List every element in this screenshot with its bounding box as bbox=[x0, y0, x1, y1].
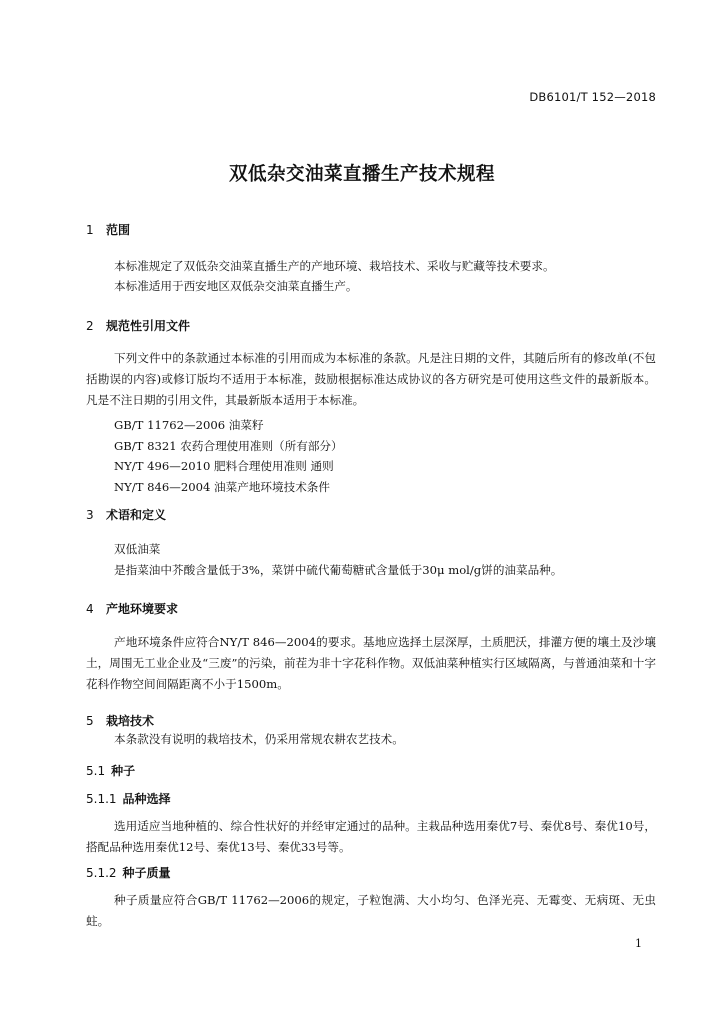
document-title: 双低杂交油菜直播生产技术规程 bbox=[228, 164, 495, 185]
seed-quality-paragraph: 种子质量应符合GB/T 11762—2006的规定，子粒饱满、大小均匀、色泽光亮、无霉变、无病斑、无虫蛀。 bbox=[86, 893, 656, 928]
section-number: 2 bbox=[86, 319, 94, 333]
section-number: 1 bbox=[86, 223, 94, 237]
page-number: 1 bbox=[635, 937, 642, 950]
variety-selection-paragraph: 选用适应当地种植的、综合性状好的并经审定通过的品种。主栽品种选用秦优7号、秦优8号、秦优10号，搭配品种选用秦优12号、秦优13号、秦优33号等。 bbox=[86, 819, 656, 854]
section-4-heading bbox=[86, 600, 178, 617]
section-title: 品种选择 bbox=[122, 792, 171, 806]
section-number: 5.1.2 bbox=[86, 866, 117, 880]
section-2-heading bbox=[86, 317, 190, 334]
section-title: 产地环境要求 bbox=[106, 602, 179, 616]
reference-item: NY/T 846—2004 油菜产地环境技术条件 bbox=[114, 480, 330, 494]
environment-paragraph: 产地环境条件应符合NY/T 846—2004的要求。基地应选择土层深厚，土质肥沃，排灌方便的壤土及沙壤土，周围无工业企业及“三废”的污染，前茬为非十字花科作物。双低油菜种植实行区域隔离，与普通油菜和十字花科作物空间间隔距离不小于1500m。 bbox=[86, 635, 656, 691]
reference-item: GB/T 11762—2006 油菜籽 bbox=[114, 418, 264, 432]
section-5-1-2-heading bbox=[86, 864, 171, 881]
section-3-heading bbox=[86, 506, 166, 523]
section-number: 4 bbox=[86, 602, 94, 616]
normative-references-paragraph: 下列文件中的条款通过本标准的引用而成为本标准的条款。凡是注日期的文件，其随后所有的修改单(不包括勘误的内容)或修订版均不适用于本标准，鼓励根据标准达成协议的各方研究是可使用这些文件的最新版本。凡是不注日期的引用文件，其最新版本适用于本标准。 bbox=[86, 351, 656, 407]
section-number: 3 bbox=[86, 508, 94, 522]
section-title: 种子质量 bbox=[122, 866, 171, 880]
section-1-heading bbox=[86, 221, 130, 238]
scope-paragraph-2: 本标准适用于西安地区双低杂交油菜直播生产。 bbox=[114, 279, 358, 293]
section-number: 5.1 bbox=[86, 764, 106, 778]
section-title: 栽培技术 bbox=[106, 714, 155, 728]
section-title: 术语和定义 bbox=[106, 508, 167, 522]
section-title: 种子 bbox=[111, 764, 136, 778]
standard-code: DB6101/T 152—2018 bbox=[529, 90, 656, 104]
scope-paragraph-1: 本标准规定了双低杂交油菜直播生产的产地环境、栽培技术、采收与贮藏等技术要求。 bbox=[114, 259, 555, 273]
term-name: 双低油菜 bbox=[114, 542, 161, 556]
section-title: 范围 bbox=[106, 223, 131, 237]
reference-item: NY/T 496—2010 肥料合理使用准则 通则 bbox=[114, 459, 334, 473]
section-5-1-heading bbox=[86, 762, 135, 779]
reference-item: GB/T 8321 农药合理使用准则（所有部分） bbox=[114, 439, 343, 453]
section-number: 5 bbox=[86, 714, 94, 728]
section-number: 5.1.1 bbox=[86, 792, 117, 806]
cultivation-intro: 本条款没有说明的栽培技术，仍采用常规农耕农艺技术。 bbox=[114, 732, 404, 746]
section-5-1-1-heading bbox=[86, 790, 171, 807]
term-definition: 是指菜油中芥酸含量低于3%，菜饼中硫代葡萄糖甙含量低于30μ mol/g饼的油菜品种。 bbox=[114, 563, 563, 577]
section-title: 规范性引用文件 bbox=[106, 319, 191, 333]
section-5-heading bbox=[86, 712, 154, 729]
